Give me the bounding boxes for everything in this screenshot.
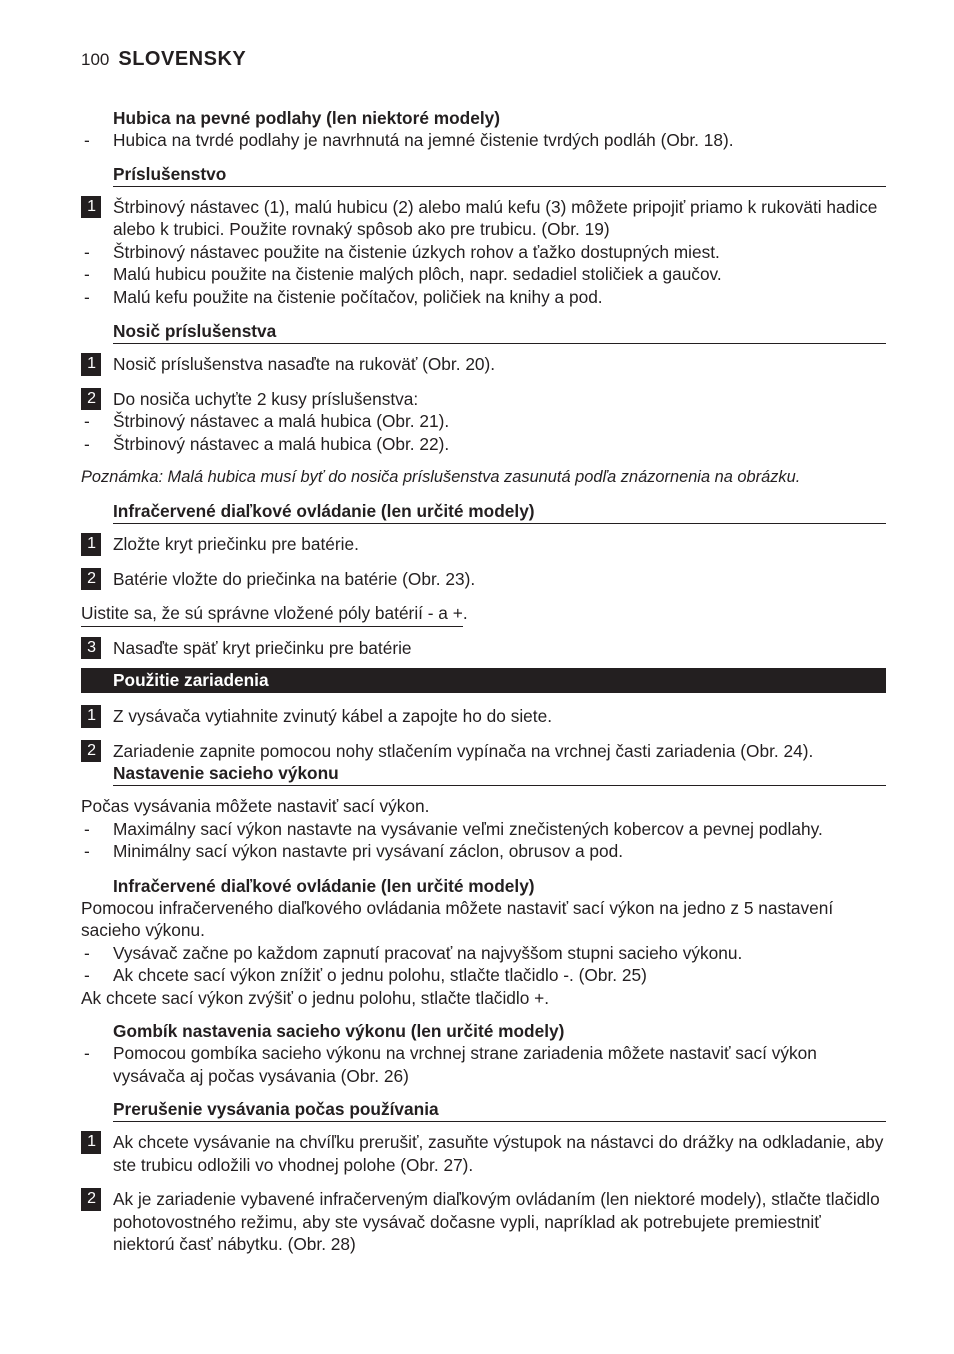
- note-text: Poznámka: Malá hubica musí byť do nosiča príslušenstva zasunutá podľa znázornenia na obrázku.: [81, 468, 801, 486]
- list-item: - Štrbinový nástavec použite na čistenie úzkych rohov a ťažko dostupných miest.: [81, 241, 886, 264]
- step-text: Ak je zariadenie vybavené infračerveným diaľkovým ovládaním (len niektoré modely), stlačte tlačidlo pohotovostného režimu, aby ste vysávač dočasne vypli, napríklad ak potrebujete premiestniť niektorú časť nábytku. (Obr. 28): [113, 1189, 880, 1254]
- dash-bullet: -: [84, 965, 90, 985]
- step-text: Zložte kryt priečinku pre batérie.: [113, 534, 359, 554]
- document-body: [81, 107, 886, 1256]
- step-item: [81, 388, 886, 411]
- step-number: 2: [81, 568, 101, 591]
- section-heading: Príslušenstvo: [113, 163, 886, 187]
- section-heading: Prerušenie vysávania počas používania: [113, 1098, 886, 1122]
- list-item: - Pomocou gombíka sacieho výkonu na vrchnej strane zariadenia môžete nastaviť sací výkon vysávača aj počas vysávania (Obr. 26): [81, 1042, 886, 1087]
- step-number: 1: [81, 533, 101, 556]
- step-text: Do nosiča uchyťte 2 kusy príslušenstva:: [113, 388, 419, 409]
- step-item: [81, 705, 886, 728]
- step-item: [81, 568, 886, 591]
- step-number: 1: [81, 705, 101, 728]
- list-item: - Maximálny sací výkon nastavte na vysávanie veľmi znečistených kobercov a pevnej podlahy.: [81, 818, 886, 841]
- dash-bullet: -: [84, 264, 90, 284]
- list-item: - Ak chcete sací výkon znížiť o jednu polohu, stlačte tlačidlo -. (Obr. 25): [81, 964, 886, 987]
- section-heading-bar: Použitie zariadenia: [81, 668, 886, 693]
- list-item: - Štrbinový nástavec a malá hubica (Obr. 22).: [81, 433, 886, 456]
- step-item: [81, 1131, 886, 1176]
- dash-bullet: -: [84, 241, 90, 262]
- list-item: - Minimálny sací výkon nastavte pri vysávaní záclon, obrusov a pod.: [81, 840, 886, 863]
- dash-bullet: -: [84, 433, 90, 454]
- step-number: 2: [81, 740, 101, 763]
- dash-bullet: -: [84, 286, 90, 307]
- subsection-heading: Gombík nastavenia sacieho výkonu (len určité modely): [113, 1021, 565, 1041]
- page-number: 100: [81, 50, 110, 69]
- step-text: Nosič príslušenstva nasaďte na rukoväť (Obr. 20).: [113, 354, 496, 374]
- dash-bullet: -: [84, 818, 90, 839]
- dash-bullet: -: [84, 1043, 90, 1063]
- language-title: SLOVENSKY: [118, 48, 247, 70]
- dash-bullet: -: [84, 411, 90, 431]
- step-number: 1: [81, 1131, 101, 1154]
- section-heading: Infračervené diaľkové ovládanie (len určité modely): [113, 500, 886, 524]
- step-number: 1: [81, 196, 101, 219]
- step-number: 2: [81, 388, 101, 411]
- step-item: [81, 637, 886, 660]
- step-item: [81, 196, 886, 241]
- step-number: 3: [81, 637, 101, 660]
- section-heading: Nastavenie sacieho výkonu: [113, 762, 886, 786]
- paragraph: Počas vysávania môžete nastaviť sací výkon.: [81, 796, 430, 816]
- battery-polarity-note: Uistite sa, že sú správne vložené póly batérií - a +.: [81, 602, 886, 627]
- paragraph: Pomocou infračerveného diaľkového ovládania môžete nastaviť sací výkon na jedno z 5 nastavení sacieho výkonu.: [81, 897, 834, 940]
- step-item: [81, 533, 886, 556]
- step-item: [81, 1188, 886, 1256]
- list-item: - Malú kefu použite na čistenie počítačov, poličiek na knihy a pod.: [81, 286, 886, 309]
- paragraph: Ak chcete sací výkon zvýšiť o jednu polohu, stlačte tlačidlo +.: [81, 987, 550, 1008]
- step-text: Ak chcete vysávanie na chvíľku prerušiť, zasuňte výstupok na nástavci do drážky na odkladanie, aby ste trubicu odložili vo vhodnej polohe (Obr. 27).: [113, 1132, 884, 1175]
- subsection-heading: Infračervené diaľkové ovládanie (len určité modely): [113, 875, 535, 896]
- step-number: 2: [81, 1188, 101, 1211]
- dash-bullet: -: [84, 130, 90, 150]
- list-item: - Vysávač začne po každom zapnutí pracovať na najvyššom stupni sacieho výkonu.: [81, 942, 886, 965]
- step-text: Nasaďte späť kryt priečinku pre batérie: [113, 637, 412, 658]
- step-text: Batérie vložte do priečinka na batérie (Obr. 23).: [113, 568, 476, 589]
- dash-bullet: -: [84, 942, 90, 963]
- section-heading: Nosič príslušenstva: [113, 320, 886, 344]
- list-item: - Štrbinový nástavec a malá hubica (Obr. 21).: [81, 410, 886, 433]
- step-text: Zariadenie zapnite pomocou nohy stlačením vypínača na vrchnej časti zariadenia (Obr. 24).: [113, 740, 814, 761]
- step-text: Z vysávača vytiahnite zvinutý kábel a zapojte ho do siete.: [113, 706, 552, 726]
- underlined-note: Uistite sa, že sú správne vložené póly batérií - a +: [81, 602, 463, 627]
- page-header: [81, 48, 246, 71]
- list-item: - Hubica na tvrdé podlahy je navrhnutá na jemné čistenie tvrdých podláh (Obr. 18).: [81, 129, 886, 152]
- step-item: [81, 740, 886, 763]
- section-heading: Hubica na pevné podlahy (len niektoré modely): [113, 108, 500, 128]
- step-text: Štrbinový nástavec (1), malú hubicu (2) alebo malú kefu (3) môžete pripojiť priamo k rukoväti hadice alebo k trubici. Použite rovnaký spôsob ako pre trubicu. (Obr. 19): [113, 196, 878, 239]
- step-number: 1: [81, 353, 101, 376]
- dash-bullet: -: [84, 841, 90, 861]
- step-item: [81, 353, 886, 376]
- list-item: - Malú hubicu použite na čistenie malých plôch, napr. sedadiel stoličiek a gaučov.: [81, 263, 886, 286]
